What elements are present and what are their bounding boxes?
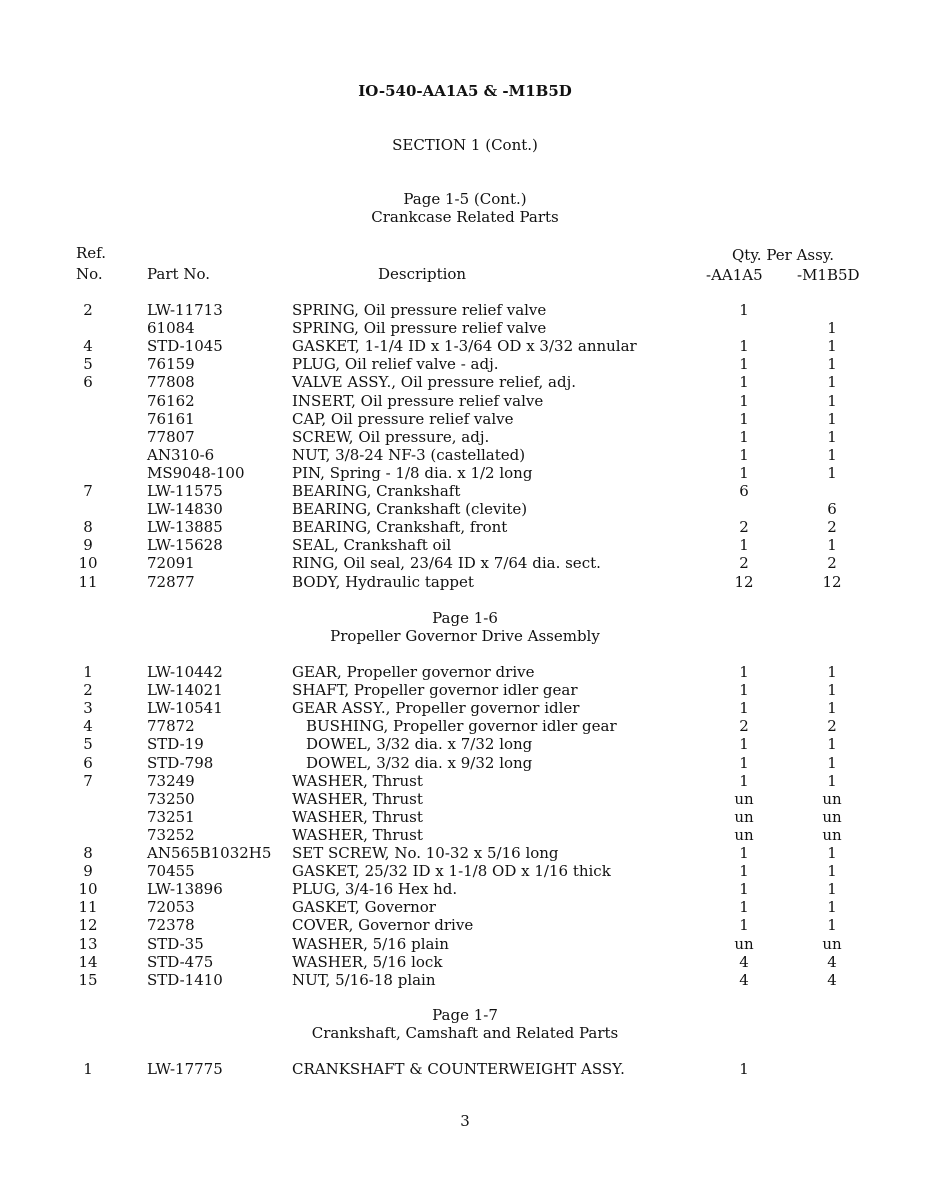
part-description: SPRING, Oil pressure relief valve	[292, 319, 547, 338]
part-description: PIN, Spring - 1/8 dia. x 1/2 long	[292, 463, 533, 482]
table-row	[0, 554, 930, 572]
qty-m1b5d: 2	[827, 717, 837, 736]
table-row	[0, 319, 930, 337]
part-number: 77872	[147, 717, 195, 736]
part-description: BEARING, Crankshaft (clevite)	[292, 500, 528, 519]
ref-number: 15	[78, 970, 98, 989]
qty-aa1a5: 1	[739, 898, 749, 917]
ref-number: 8	[83, 518, 93, 537]
table-row	[0, 500, 930, 518]
part-number: 76159	[147, 355, 195, 374]
part-number: 73250	[147, 789, 195, 808]
ref-number: 7	[83, 771, 93, 790]
col-q1-label: -AA1A5	[706, 266, 763, 284]
part-number: LW-10541	[147, 699, 223, 718]
col-desc-label: Description	[378, 265, 467, 283]
table-row	[0, 536, 930, 554]
qty-m1b5d: 4	[827, 952, 837, 971]
ref-number: 8	[83, 844, 93, 862]
qty-m1b5d: 1	[827, 445, 837, 464]
ref-number: 14	[78, 952, 98, 971]
qty-aa1a5: un	[734, 934, 754, 953]
ref-number: 6	[83, 753, 93, 772]
qty-aa1a5: 1	[739, 916, 749, 935]
part-description: BEARING, Crankshaft	[292, 482, 461, 500]
part-number: LW-13885	[147, 518, 223, 537]
table-row	[0, 573, 930, 591]
qty-m1b5d: 1	[827, 699, 837, 718]
ref-number: 4	[83, 337, 93, 356]
part-description: NUT, 5/16-18 plain	[292, 970, 436, 989]
qty-aa1a5: 6	[739, 482, 749, 500]
ref-number: 10	[78, 880, 98, 899]
qty-m1b5d: 1	[827, 391, 837, 410]
qty-aa1a5: 1	[739, 880, 749, 899]
part-description: WASHER, 5/16 lock	[292, 952, 443, 971]
part-number: STD-19	[147, 735, 204, 754]
qty-aa1a5: 1	[739, 771, 749, 790]
ref-number: 11	[78, 572, 98, 591]
ref-number: 1	[83, 1060, 93, 1078]
section-page-ref: Page 1-6	[432, 609, 498, 627]
part-description: GEAR ASSY., Propeller governor idler	[292, 699, 580, 718]
part-number: LW-15628	[147, 536, 223, 555]
part-number: LW-11713	[147, 301, 223, 319]
table-row	[0, 880, 930, 898]
table-row	[0, 446, 930, 464]
part-number: 72877	[147, 572, 195, 591]
section-title: Crankshaft, Camshaft and Related Parts	[311, 1024, 619, 1042]
qty-m1b5d: 1	[827, 355, 837, 374]
part-description: CRANKSHAFT & COUNTERWEIGHT ASSY.	[292, 1060, 625, 1078]
part-description: NUT, 3/8-24 NF-3 (castellated)	[292, 445, 526, 464]
part-description: RING, Oil seal, 23/64 ID x 7/64 dia. sect.	[292, 554, 601, 573]
qty-m1b5d: 1	[827, 427, 837, 446]
part-description: COVER, Governor drive	[292, 916, 474, 935]
table-row	[0, 518, 930, 536]
qty-aa1a5: 1	[739, 699, 749, 718]
table-row	[0, 772, 930, 790]
qty-aa1a5: 2	[739, 554, 749, 573]
qty-m1b5d: un	[822, 825, 842, 844]
section-title: Crankcase Related Parts	[371, 208, 559, 226]
section-heading: SECTION 1 (Cont.)	[392, 136, 538, 154]
qty-aa1a5: 12	[734, 572, 754, 591]
ref-number: 5	[83, 735, 93, 754]
qty-aa1a5: 1	[739, 409, 749, 428]
part-description: INSERT, Oil pressure relief valve	[292, 391, 544, 410]
qty-m1b5d: 4	[827, 970, 837, 989]
table-row	[0, 971, 930, 989]
ref-number: 4	[83, 717, 93, 736]
part-number: STD-1410	[147, 970, 223, 989]
qty-aa1a5: 4	[739, 970, 749, 989]
part-number: 72091	[147, 554, 195, 573]
table-row	[0, 826, 930, 844]
qty-aa1a5: 1	[739, 391, 749, 410]
part-number: LW-13896	[147, 880, 223, 899]
qty-aa1a5: 1	[739, 337, 749, 356]
qty-aa1a5: un	[734, 789, 754, 808]
page-number: 3	[460, 1112, 470, 1130]
part-description: PLUG, Oil relief valve - adj.	[292, 355, 499, 374]
part-description: DOWEL, 3/32 dia. x 7/32 long	[306, 735, 533, 754]
table-row	[0, 428, 930, 446]
qty-m1b5d: 2	[827, 518, 837, 537]
table-row	[0, 717, 930, 735]
part-number: STD-1045	[147, 337, 223, 356]
qty-m1b5d: 12	[822, 572, 842, 591]
table-row	[0, 862, 930, 880]
qty-aa1a5: 1	[739, 445, 749, 464]
qty-aa1a5: 1	[739, 463, 749, 482]
col-ref-label-2: No.	[76, 265, 103, 283]
part-description: BODY, Hydraulic tappet	[292, 572, 474, 591]
ref-number: 5	[83, 355, 93, 374]
qty-aa1a5: un	[734, 825, 754, 844]
col-qty-label: Qty. Per Assy.	[732, 246, 835, 264]
part-description: BUSHING, Propeller governor idler gear	[306, 717, 617, 736]
part-description: SPRING, Oil pressure relief valve	[292, 301, 547, 319]
part-number: 72053	[147, 898, 195, 917]
part-number: STD-798	[147, 753, 214, 772]
qty-m1b5d: 6	[827, 500, 837, 519]
qty-m1b5d: 1	[827, 337, 837, 356]
section-title: Propeller Governor Drive Assembly	[330, 627, 600, 645]
table-row	[0, 392, 930, 410]
qty-aa1a5: 1	[739, 536, 749, 555]
ref-number: 10	[78, 554, 98, 573]
ref-number: 3	[83, 699, 93, 718]
table-row	[0, 464, 930, 482]
qty-m1b5d: 1	[827, 681, 837, 700]
table-row	[0, 844, 930, 862]
document-model-title: IO-540-AA1A5 & -M1B5D	[358, 82, 572, 100]
part-description: GASKET, 1-1/4 ID x 1-3/64 OD x 3/32 annular	[292, 337, 637, 356]
part-description: WASHER, Thrust	[292, 789, 423, 808]
part-description: DOWEL, 3/32 dia. x 9/32 long	[306, 753, 533, 772]
part-description: SCREW, Oil pressure, adj.	[292, 427, 490, 446]
table-row	[0, 355, 930, 373]
ref-number: 2	[83, 681, 93, 700]
part-number: LW-11575	[147, 482, 223, 500]
part-number: 76161	[147, 409, 195, 428]
part-description: CAP, Oil pressure relief valve	[292, 409, 514, 428]
part-number: 76162	[147, 391, 195, 410]
ref-number: 1	[83, 663, 93, 681]
qty-m1b5d: un	[822, 807, 842, 826]
qty-aa1a5: 1	[739, 753, 749, 772]
part-number: 73252	[147, 825, 195, 844]
table-row	[0, 410, 930, 428]
part-description: SET SCREW, No. 10-32 x 5/16 long	[292, 844, 559, 862]
part-description: SHAFT, Propeller governor idler gear	[292, 681, 578, 700]
qty-m1b5d: 1	[827, 880, 837, 899]
qty-m1b5d: 1	[827, 862, 837, 881]
qty-aa1a5: 1	[739, 862, 749, 881]
ref-number: 11	[78, 898, 98, 917]
qty-m1b5d: 1	[827, 319, 837, 338]
table-row	[0, 1060, 930, 1078]
part-description: WASHER, Thrust	[292, 807, 423, 826]
table-row	[0, 808, 930, 826]
table-row	[0, 301, 930, 319]
ref-number: 9	[83, 862, 93, 881]
part-number: AN310-6	[147, 445, 215, 464]
ref-number: 7	[83, 482, 93, 500]
qty-aa1a5: 1	[739, 301, 749, 319]
qty-m1b5d: 1	[827, 753, 837, 772]
table-row	[0, 663, 930, 681]
qty-m1b5d: un	[822, 934, 842, 953]
section-page-ref: Page 1-5 (Cont.)	[403, 190, 527, 208]
part-number: LW-14021	[147, 681, 223, 700]
qty-aa1a5: 1	[739, 355, 749, 374]
qty-aa1a5: un	[734, 807, 754, 826]
part-number: 73251	[147, 807, 195, 826]
part-description: GASKET, Governor	[292, 898, 436, 917]
qty-m1b5d: un	[822, 789, 842, 808]
table-row	[0, 953, 930, 971]
part-number: 77808	[147, 373, 195, 392]
part-description: VALVE ASSY., Oil pressure relief, adj.	[292, 373, 576, 392]
table-row	[0, 681, 930, 699]
qty-aa1a5: 2	[739, 717, 749, 736]
table-row	[0, 935, 930, 953]
qty-aa1a5: 4	[739, 952, 749, 971]
part-description: WASHER, 5/16 plain	[292, 934, 449, 953]
table-row	[0, 373, 930, 391]
table-row	[0, 916, 930, 934]
qty-aa1a5: 1	[739, 427, 749, 446]
qty-m1b5d: 1	[827, 463, 837, 482]
qty-aa1a5: 1	[739, 663, 749, 681]
part-description: PLUG, 3/4-16 Hex hd.	[292, 880, 458, 899]
part-number: 72378	[147, 916, 195, 935]
part-description: BEARING, Crankshaft, front	[292, 518, 508, 537]
table-row	[0, 790, 930, 808]
ref-number: 12	[78, 916, 98, 935]
qty-m1b5d: 1	[827, 663, 837, 681]
ref-number: 2	[83, 301, 93, 319]
qty-m1b5d: 1	[827, 536, 837, 555]
qty-m1b5d: 1	[827, 844, 837, 862]
qty-aa1a5: 1	[739, 681, 749, 700]
qty-aa1a5: 1	[739, 1060, 749, 1078]
qty-m1b5d: 1	[827, 771, 837, 790]
part-number: LW-17775	[147, 1060, 223, 1078]
qty-aa1a5: 1	[739, 373, 749, 392]
table-row	[0, 735, 930, 753]
part-description: WASHER, Thrust	[292, 771, 423, 790]
part-number: 77807	[147, 427, 195, 446]
table-row	[0, 699, 930, 717]
table-row	[0, 898, 930, 916]
table-row	[0, 754, 930, 772]
qty-m1b5d: 1	[827, 409, 837, 428]
qty-aa1a5: 2	[739, 518, 749, 537]
ref-number: 6	[83, 373, 93, 392]
part-number: AN565B1032H5	[147, 844, 272, 862]
part-number: LW-14830	[147, 500, 223, 519]
qty-m1b5d: 1	[827, 735, 837, 754]
part-number: STD-35	[147, 934, 204, 953]
qty-aa1a5: 1	[739, 844, 749, 862]
part-number: 70455	[147, 862, 195, 881]
part-description: GEAR, Propeller governor drive	[292, 663, 535, 681]
qty-aa1a5: 1	[739, 735, 749, 754]
part-number: MS9048-100	[147, 463, 245, 482]
part-number: LW-10442	[147, 663, 223, 681]
part-number: STD-475	[147, 952, 214, 971]
table-row	[0, 337, 930, 355]
col-part-label: Part No.	[147, 265, 210, 283]
section-page-ref: Page 1-7	[432, 1006, 498, 1024]
col-ref-label-1: Ref.	[76, 244, 106, 262]
table-row	[0, 482, 930, 500]
col-q2-label: -M1B5D	[797, 266, 860, 284]
part-number: 61084	[147, 319, 195, 338]
part-description: WASHER, Thrust	[292, 825, 423, 844]
part-number: 73249	[147, 771, 195, 790]
qty-m1b5d: 2	[827, 554, 837, 573]
part-description: GASKET, 25/32 ID x 1-1/8 OD x 1/16 thick	[292, 862, 611, 881]
ref-number: 9	[83, 536, 93, 555]
qty-m1b5d: 1	[827, 898, 837, 917]
part-description: SEAL, Crankshaft oil	[292, 536, 452, 555]
qty-m1b5d: 1	[827, 916, 837, 935]
ref-number: 13	[78, 934, 98, 953]
qty-m1b5d: 1	[827, 373, 837, 392]
